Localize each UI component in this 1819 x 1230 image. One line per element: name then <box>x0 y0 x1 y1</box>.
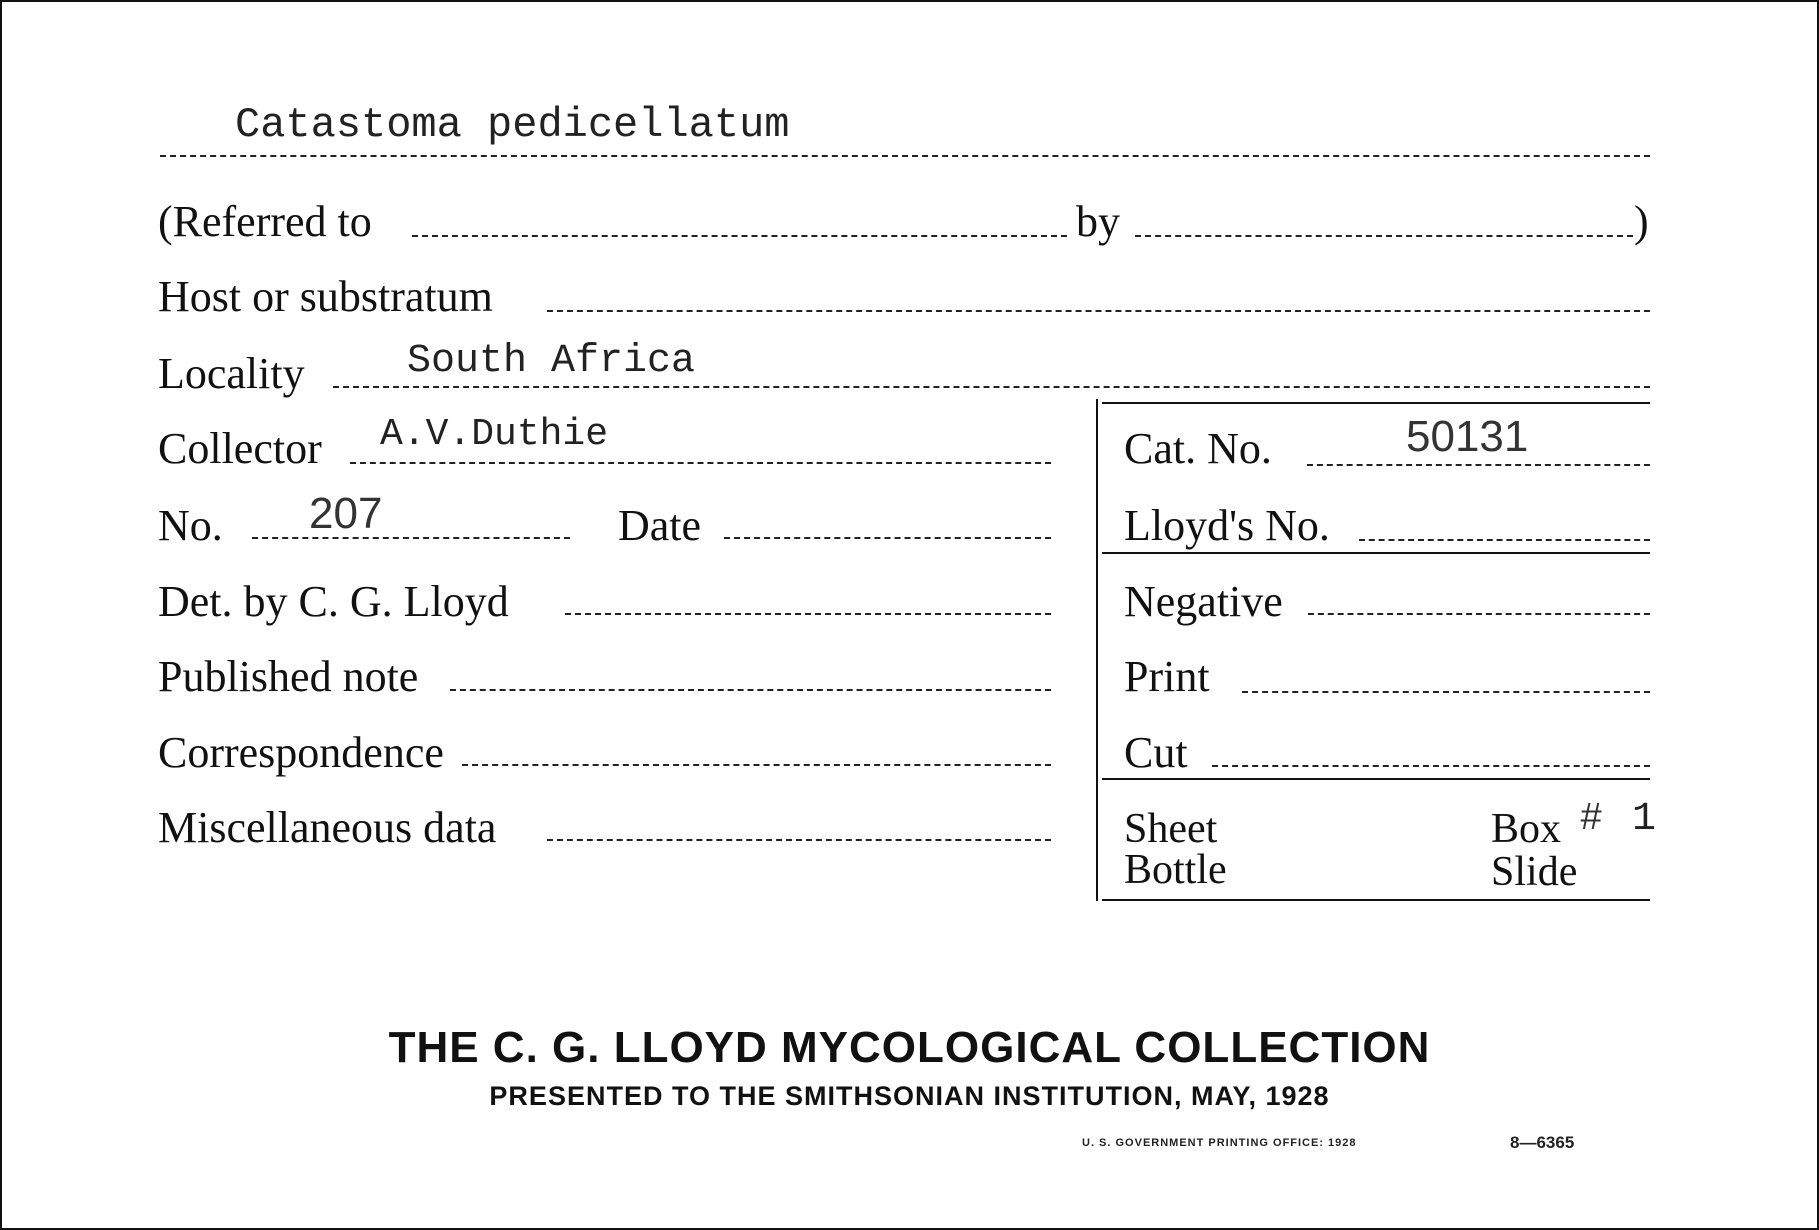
referred-to-label: (Referred to <box>158 197 372 246</box>
close-paren: ) <box>1634 197 1649 246</box>
published-note-field[interactable] <box>450 689 1051 691</box>
by-field[interactable] <box>1135 235 1633 237</box>
det-by-field[interactable] <box>565 613 1051 615</box>
catalog-box-divider <box>1096 399 1098 901</box>
species-name: Catastoma pedicellatum <box>235 101 790 149</box>
catalog-box-rule-3 <box>1102 778 1650 780</box>
misc-data-label: Miscellaneous data <box>158 803 497 852</box>
print-label: Print <box>1124 652 1210 701</box>
published-note-label: Published note <box>158 652 419 701</box>
lloyds-no-label: Lloyd's No. <box>1124 501 1330 550</box>
collector-value: A.V.Duthie <box>380 413 609 456</box>
catalog-box-bottom-rule <box>1102 899 1650 901</box>
catalog-box-top-rule <box>1102 402 1650 404</box>
sheet-label: Sheet <box>1124 806 1218 852</box>
catno-label: Cat. No. <box>1124 424 1272 473</box>
lloyds-no-field[interactable] <box>1359 539 1650 541</box>
misc-data-field[interactable] <box>547 839 1051 841</box>
bottle-label: Bottle <box>1124 847 1227 893</box>
locality-field[interactable] <box>333 386 1650 388</box>
print-field[interactable] <box>1242 691 1650 693</box>
collector-label: Collector <box>158 424 322 473</box>
negative-field[interactable] <box>1308 613 1650 615</box>
no-label: No. <box>158 501 223 550</box>
collector-field[interactable] <box>350 462 1051 464</box>
collection-subtitle: PRESENTED TO THE SMITHSONIAN INSTITUTION, MAY, 1928 <box>489 1081 1330 1111</box>
catalog-box-rule-2 <box>1102 552 1650 554</box>
slide-label: Slide <box>1491 849 1578 895</box>
referred-to-field[interactable] <box>412 235 1067 237</box>
correspondence-field[interactable] <box>462 764 1051 766</box>
box-hash: # <box>1580 796 1602 838</box>
det-by-label: Det. by C. G. Lloyd <box>158 577 509 626</box>
negative-label: Negative <box>1124 577 1283 626</box>
date-field[interactable] <box>724 537 1051 539</box>
printer-imprint: U. S. GOVERNMENT PRINTING OFFICE: 1928 <box>1082 1137 1357 1149</box>
date-label: Date <box>618 501 702 550</box>
catno-field[interactable] <box>1307 464 1650 466</box>
by-label: by <box>1076 197 1120 246</box>
species-line <box>160 155 1650 157</box>
host-label: Host or substratum <box>158 272 493 321</box>
cut-field[interactable] <box>1212 765 1650 767</box>
no-field[interactable] <box>252 537 570 539</box>
catno-value: 50131 <box>1406 412 1529 461</box>
locality-value: South Africa <box>407 339 696 384</box>
form-number: 8—6365 <box>1510 1133 1575 1152</box>
cut-label: Cut <box>1124 728 1188 777</box>
collection-title: THE C. G. LLOYD MYCOLOGICAL COLLECTION <box>388 1023 1431 1072</box>
host-field[interactable] <box>547 310 1650 312</box>
locality-label: Locality <box>158 349 305 398</box>
box-label: Box <box>1491 806 1562 852</box>
correspondence-label: Correspondence <box>158 728 444 777</box>
box-value: 1 <box>1632 797 1657 842</box>
no-value: 207 <box>309 489 383 538</box>
